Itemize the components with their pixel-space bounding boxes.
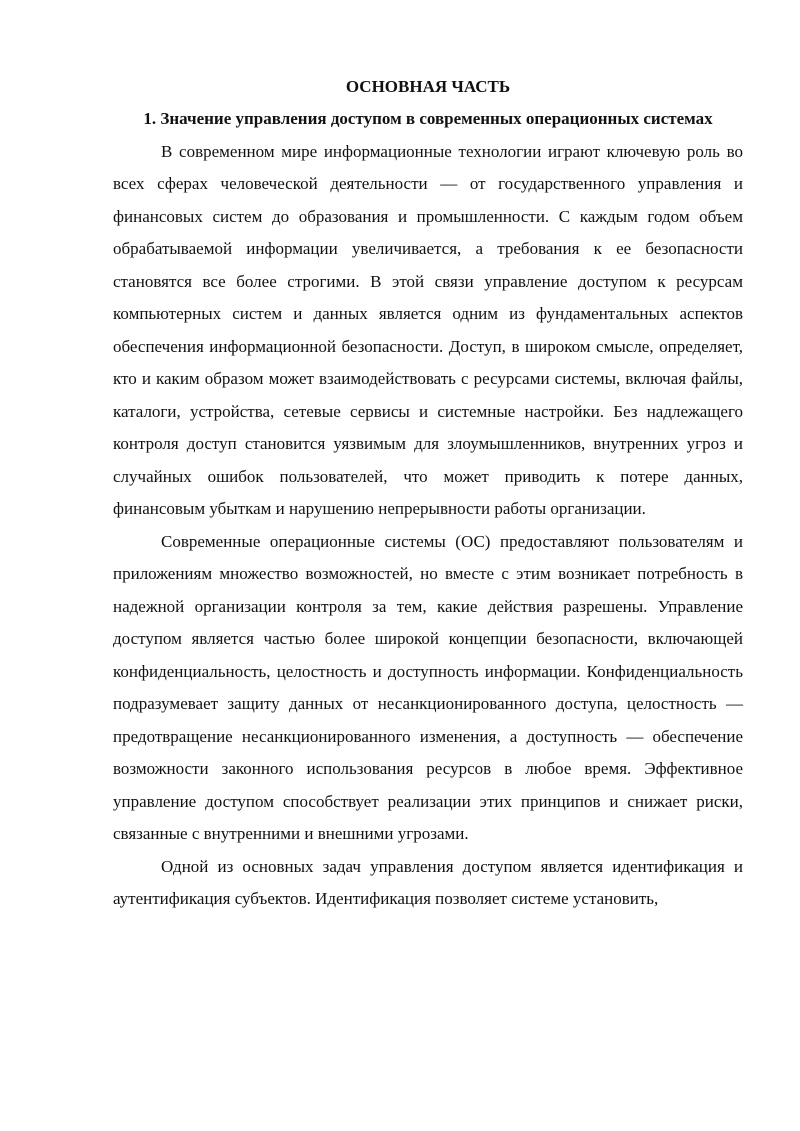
subsection-heading: 1. Значение управления доступом в современных операционных системах <box>143 109 713 128</box>
paragraph-3: Одной из основных задач управления доступом является идентификация и аутентификация субъектов. Идентификация позволяет системе установить, <box>113 856 743 908</box>
paragraph-2: Современные операционные системы (ОС) предоставляют пользователям и приложениям множество возможностей, но вместе с этим возникает потребность в надежной организации контроля за тем, какие действия разрешены. Управление доступом является частью более широкой концепции безопасности, включающей конфиденциальность, целостность и доступность информации. Конфиденциальность подразумевает защиту данных от несанкционированного доступа, целостность — предотвращение несанкционированного изменения, а доступность — обеспечение возможности законного использования ресурсов в любое время. Эффективное управление доступом способствует реализации этих принципов и снижает риски, связанные с внутренними и внешними угрозами. <box>113 531 743 843</box>
paragraph-1: В современном мире информационные технологии играют ключевую роль во всех сферах человеческой деятельности — от государственного управления и финансовых систем до образования и промышленности. С каждым годом объем обрабатываемой информации увеличивается, а требования к ее безопасности становятся все более строгими. В этой связи управление доступом к ресурсам компьютерных систем и данных является одним из фундаментальных аспектов обеспечения информационной безопасности. Доступ, в широком смысле, определяет, кто и каким образом может взаимодействовать с ресурсами системы, включая файлы, каталоги, устройства, сетевые сервисы и системные настройки. Без надлежащего контроля доступ становится уязвимым для злоумышленников, внутренних угроз и случайных ошибок пользователей, что может приводить к потере данных, финансовым убыткам и нарушению непрерывности работы организации. <box>113 141 743 518</box>
section-heading: ОСНОВНАЯ ЧАСТЬ <box>345 77 511 96</box>
document-body <box>113 70 743 916</box>
